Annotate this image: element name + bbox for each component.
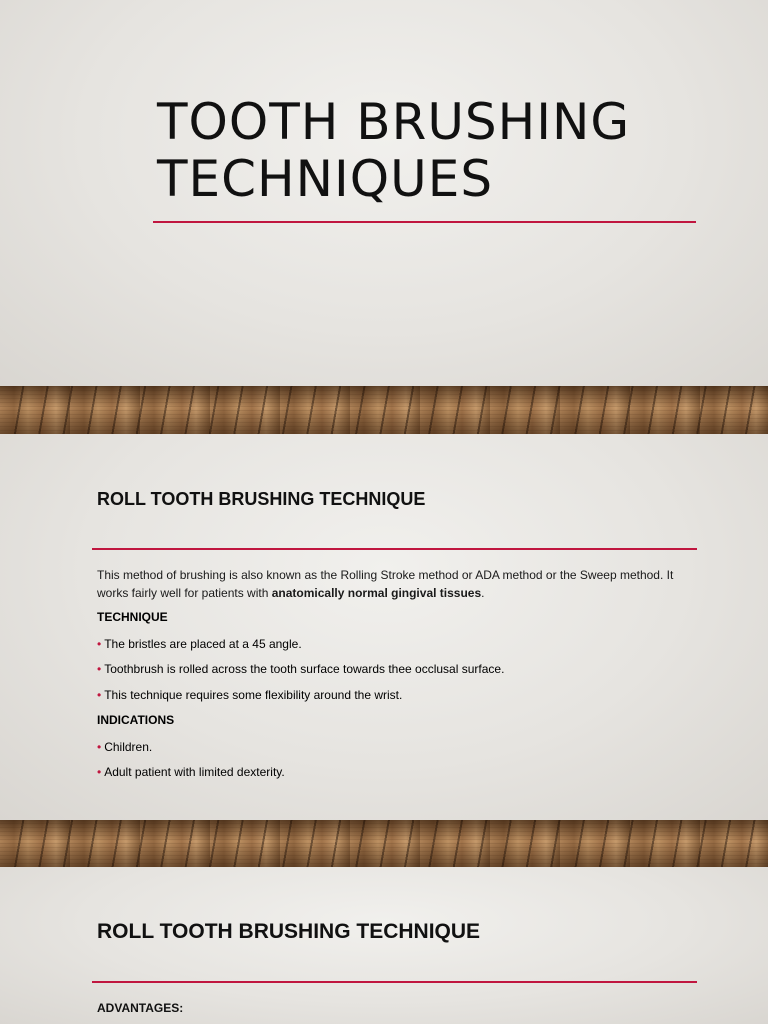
technique-item: • The bristles are placed at a 45 angle.: [97, 637, 302, 651]
wood-floor-band: [0, 820, 768, 867]
title-divider: [153, 221, 696, 223]
slide2-title: ROLL TOOTH BRUSHING TECHNIQUE: [97, 489, 426, 509]
slide3-divider: [92, 981, 697, 983]
slide2-divider: [92, 548, 697, 550]
advantages-label: ADVANTAGES:: [97, 1001, 184, 1015]
title-line-2: TECHNIQUES: [157, 150, 494, 208]
technique-item: • Toothbrush is rolled across the tooth surface towards thee occlusal surface.: [97, 662, 505, 676]
wood-floor-band: [0, 386, 768, 434]
indications-label: INDICATIONS: [97, 713, 175, 727]
intro-paragraph: [97, 566, 697, 602]
intro-bold-text: anatomically normal gingival tissues: [271, 586, 482, 600]
indication-item: • Adult patient with limited dexterity.: [97, 765, 285, 779]
title-line-1: TOOTH BRUSHING: [157, 93, 631, 151]
slide3-title: ROLL TOOTH BRUSHING TECHNIQUE: [97, 920, 481, 943]
presentation-title: [157, 94, 630, 208]
intro-end: .: [481, 586, 485, 600]
technique-item: • This technique requires some flexibility around the wrist.: [97, 688, 403, 702]
intro-text: This method of brushing is also known as the Rolling Stroke method or ADA method or the Sweep method. It works fairly well for patients with: [97, 568, 674, 600]
technique-label: TECHNIQUE: [97, 610, 168, 624]
indication-item: • Children.: [97, 740, 153, 754]
